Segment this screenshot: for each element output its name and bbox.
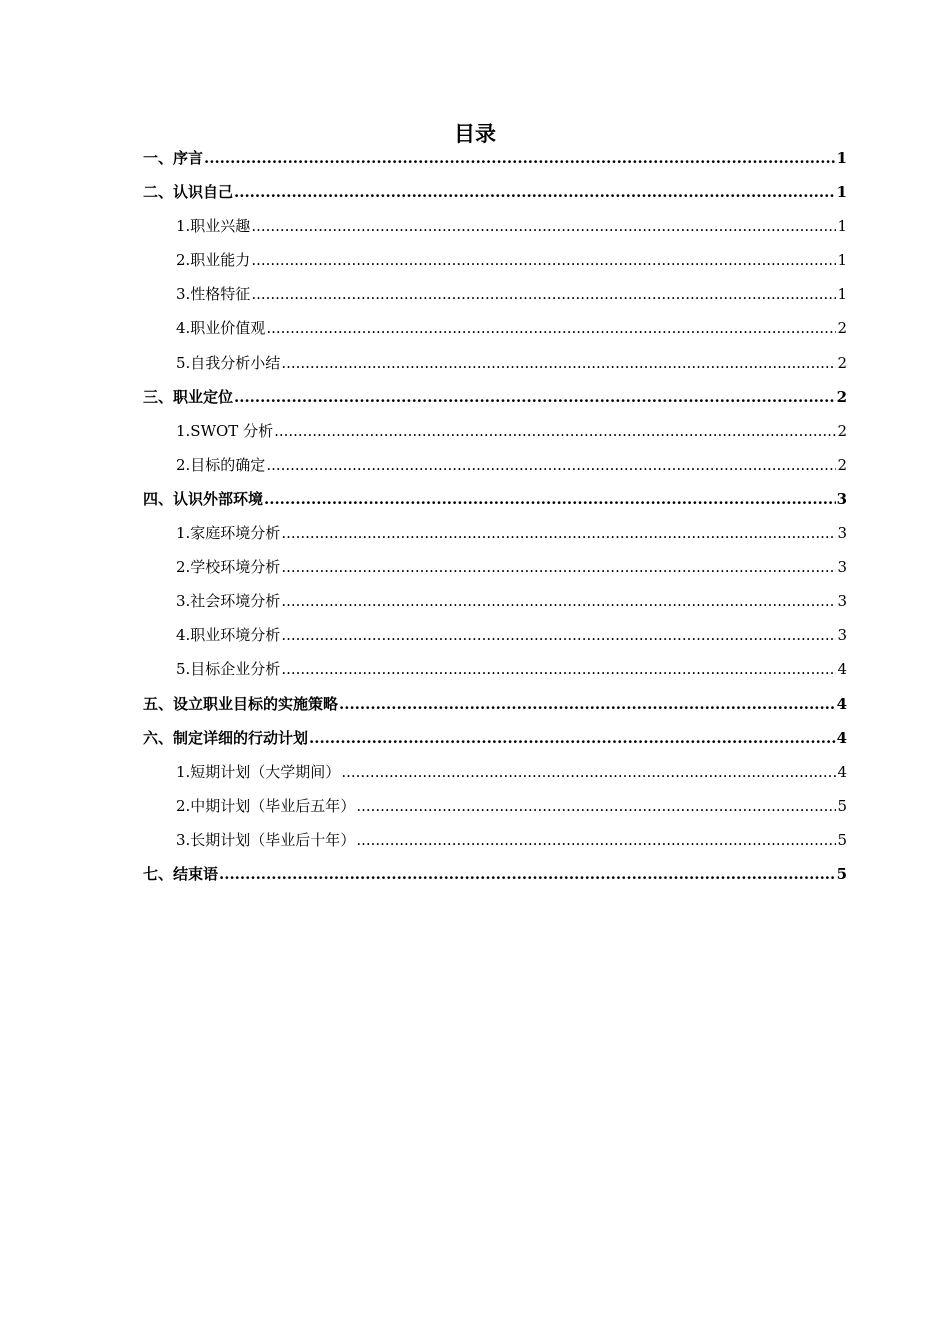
toc-entry[interactable] [143, 759, 847, 793]
toc-dot-leader [281, 588, 836, 614]
toc-dot-leader [339, 691, 836, 717]
toc-entry-label: 1.短期计划（大学期间） [176, 762, 341, 781]
toc-entry-label: 五、设立职业目标的实施策略 [143, 694, 339, 713]
toc-dot-leader [266, 315, 836, 341]
toc-entry[interactable] [143, 315, 847, 349]
toc-entry-page-number: 5 [836, 864, 847, 883]
toc-entry[interactable] [143, 588, 847, 622]
toc-entry-label: 4.职业环境分析 [176, 626, 281, 645]
toc-dot-leader [234, 179, 836, 205]
toc-entry[interactable] [143, 350, 847, 384]
toc-entry[interactable] [143, 384, 847, 418]
toc-entry-page-number: 1 [836, 149, 847, 167]
toc-entry[interactable] [143, 622, 847, 656]
toc-dot-leader [281, 554, 836, 580]
toc-entry-page-number: 4 [837, 762, 847, 781]
toc-entry[interactable] [143, 861, 847, 895]
toc-entry-label: 二、认识自己 [143, 183, 234, 202]
toc-entry-label: 5.目标企业分析 [176, 660, 281, 679]
toc-entry-label: 3.社会环境分析 [176, 592, 281, 611]
toc-entry-page-number: 2 [837, 353, 847, 372]
toc-entry-label: 四、认识外部环境 [143, 489, 264, 508]
toc-entry[interactable] [143, 179, 847, 213]
toc-entry[interactable] [143, 554, 847, 588]
toc-entry-page-number: 1 [837, 251, 847, 270]
toc-entry-label: 2.职业能力 [176, 251, 251, 270]
toc-title: 目录 [454, 121, 496, 146]
toc-entry[interactable] [143, 725, 847, 759]
toc-entry-label: 3.性格特征 [176, 285, 251, 304]
toc-dot-leader [264, 486, 836, 512]
toc-dot-leader [309, 725, 836, 751]
toc-dot-leader [341, 759, 836, 785]
toc-entry-page-number: 4 [836, 694, 847, 713]
toc-entry-label: 4.职业价值观 [176, 319, 266, 338]
toc-entry-page-number: 2 [837, 455, 847, 474]
toc-entry[interactable] [143, 691, 847, 725]
toc-dot-leader [251, 247, 836, 273]
toc-entry-label: 1.职业兴趣 [176, 217, 251, 236]
toc-entry-label: 5.自我分析小结 [176, 353, 281, 372]
toc-entry[interactable] [143, 520, 847, 554]
toc-dot-leader [281, 656, 836, 682]
toc-entry[interactable] [143, 281, 847, 315]
toc-entry-page-number: 3 [837, 626, 847, 645]
toc-dot-leader [234, 384, 836, 410]
toc-dot-leader [274, 418, 836, 444]
toc-dot-leader [356, 793, 836, 819]
toc-dot-leader [251, 281, 836, 307]
toc-entry-label: 三、职业定位 [143, 387, 234, 406]
toc-entry-page-number: 5 [837, 830, 847, 849]
toc-dot-leader [266, 452, 836, 478]
toc-entry-label: 2.目标的确定 [176, 455, 266, 474]
toc-entry-label: 1.SWOT 分析 [176, 421, 274, 440]
toc-entry-page-number: 5 [837, 796, 847, 815]
toc-entry[interactable] [143, 418, 847, 452]
toc-entry[interactable] [143, 213, 847, 247]
toc-entry-page-number: 1 [836, 183, 847, 202]
toc-entry-page-number: 1 [837, 285, 847, 304]
toc-entry-page-number: 3 [837, 558, 847, 577]
toc-entry-label: 1.家庭环境分析 [176, 524, 281, 543]
toc-entry-page-number: 3 [836, 489, 847, 508]
toc-dot-leader [204, 145, 836, 171]
toc-entry-page-number: 4 [837, 660, 847, 679]
toc-entry-page-number: 2 [836, 387, 847, 406]
toc-list [143, 145, 847, 895]
toc-dot-leader [281, 350, 836, 376]
toc-entry-page-number: 1 [837, 217, 847, 236]
toc-entry[interactable] [143, 145, 847, 179]
toc-entry[interactable] [143, 247, 847, 281]
toc-entry-label: 六、制定详细的行动计划 [143, 728, 309, 747]
toc-entry-label: 七、结束语 [143, 864, 219, 883]
toc-entry[interactable] [143, 793, 847, 827]
toc-dot-leader [251, 213, 836, 239]
toc-entry-page-number: 2 [837, 421, 847, 440]
toc-entry-label: 2.学校环境分析 [176, 558, 281, 577]
toc-entry[interactable] [143, 452, 847, 486]
toc-entry-page-number: 3 [837, 524, 847, 543]
toc-entry-label: 3.长期计划（毕业后十年） [176, 830, 356, 849]
toc-dot-leader [356, 827, 836, 853]
toc-dot-leader [219, 861, 836, 887]
toc-entry-label: 一、序言 [143, 149, 204, 167]
toc-dot-leader [281, 622, 836, 648]
toc-entry-label: 2.中期计划（毕业后五年） [176, 796, 356, 815]
toc-entry[interactable] [143, 827, 847, 861]
toc-entry-page-number: 3 [837, 592, 847, 611]
toc-entry[interactable] [143, 656, 847, 690]
toc-entry-page-number: 4 [836, 728, 847, 747]
toc-entry[interactable] [143, 486, 847, 520]
toc-dot-leader [281, 520, 836, 546]
toc-entry-page-number: 2 [837, 319, 847, 338]
